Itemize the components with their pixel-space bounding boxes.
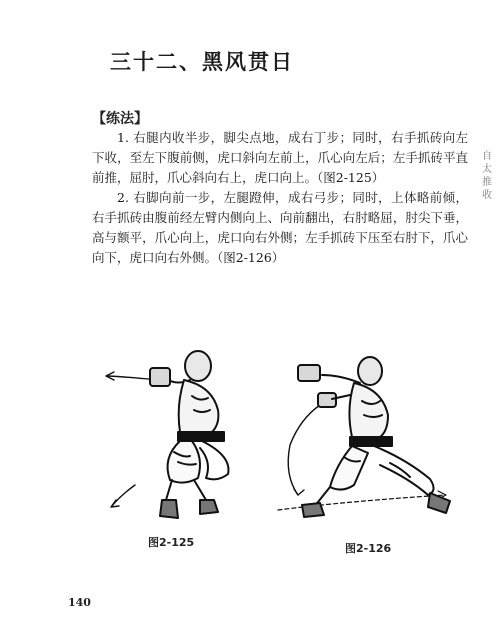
page-number: 140	[68, 596, 91, 609]
section-heading: 【练法】	[92, 111, 148, 127]
chapter-title: 三十二、黑风贯日	[110, 50, 294, 74]
figure-caption-2-126: 图2-126	[345, 542, 392, 555]
side-label-char: 收	[482, 190, 492, 201]
figure-2-126-illustration	[270, 345, 475, 535]
side-label-char: 太	[482, 164, 492, 175]
side-label-char: 自	[482, 151, 492, 162]
side-label-char: 推	[482, 177, 492, 188]
paragraph-2: 2. 右脚向前一步，左腿蹬伸，成右弓步；同时，上体略前倾，右手抓砖由腹前经左臂内侧向上、向前翻出，右肘略屈，肘尖下垂，高与额平，爪心向上，虎口向右外侧；左手抓砖下压至右肘下，爪心向下，虎口向右外侧。（图2-126）	[92, 190, 468, 265]
side-label	[480, 150, 494, 202]
body-text	[92, 128, 468, 268]
paragraph-1: 1. 右腿内收半步，脚尖点地，成右丁步；同时，右手抓砖向左下收，至左下腹前侧，虎口斜向左前上，爪心向左后；左手抓砖平直前推，屈肘，爪心斜向右上，虎口向上。（图2-125）	[92, 130, 468, 185]
figure-caption-2-125: 图2-125	[148, 536, 195, 549]
figure-2-125-illustration	[100, 340, 260, 530]
